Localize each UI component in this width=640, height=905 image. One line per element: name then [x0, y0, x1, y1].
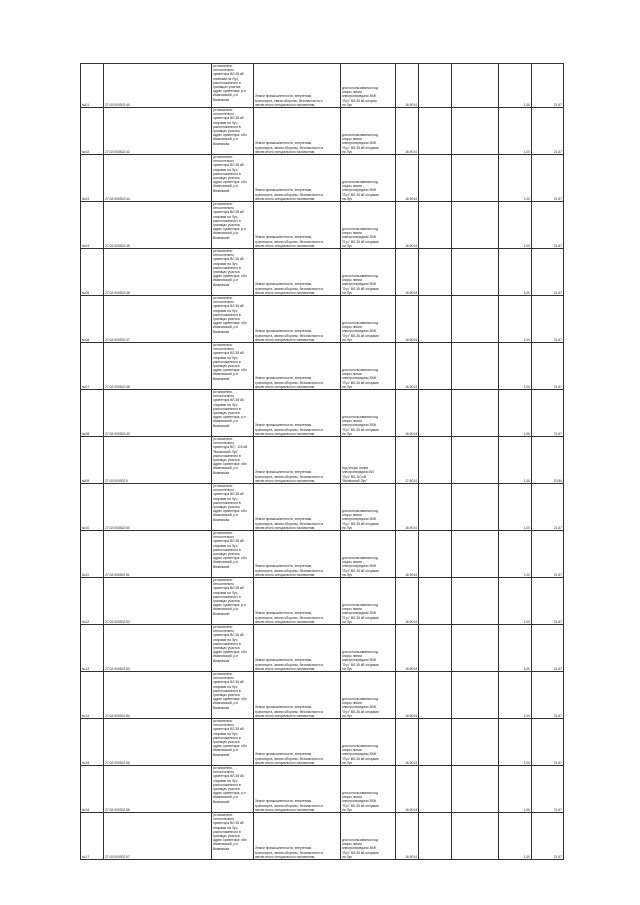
cell-location-description — [212, 672, 254, 719]
cell-permitted-use: для использования под опоры линии электропередачи ЗКЖ "Луч" ВЛ-35 кВ опоpами на Луч — [341, 484, 396, 531]
cell-area: 16,9014 — [396, 296, 419, 343]
location-text: установлено относительно ориентира ВЛ-35 кВ опорами на Луч, расположенного в границах участка адрес ориентира: обл Имановский, р-н Вяземская — [213, 249, 247, 287]
cell-empty-1 — [419, 578, 452, 625]
table-row — [81, 202, 564, 249]
cell-land-category: Земли промышленности, энергетики, транспорта, связи обороны, безопасности и земли иного специального назначения — [254, 64, 341, 108]
cell-location-description — [212, 202, 254, 249]
cell-empty-2 — [452, 625, 499, 672]
cell-area: 17,6014 — [396, 437, 419, 484]
cell-empty-1 — [419, 813, 452, 860]
cell-cadastral-number: 27:02:000302:47 — [104, 296, 212, 343]
cell-empty-1 — [419, 108, 452, 155]
cell-cadastral-number: 27:02:000302:56 — [104, 766, 212, 813]
location-text: установлено относительно ориентира ВЛ-35 кВ опорами на Луч, расположенного в границах участка адрес ориентира: обл Имановский, р-н Вяземская — [213, 625, 247, 663]
cell-empty-2 — [452, 813, 499, 860]
cell-empty-1 — [419, 296, 452, 343]
cell-empty-1 — [419, 437, 452, 484]
cell-area: 16,9014 — [396, 719, 419, 766]
cell-permitted-use: для использования под опоры линии электропередачи ЗКЖ "Луч" ВЛ-35 кВ опоpами на Луч — [341, 813, 396, 860]
cell-cadastral-number: 27:02:000302:40 — [104, 64, 212, 108]
cell-coefficient: 1,00 — [499, 249, 532, 296]
cell-location-description — [212, 813, 254, 860]
cell-location-description — [212, 108, 254, 155]
cell-empty-2 — [452, 531, 499, 578]
cell-location-description — [212, 719, 254, 766]
cell-land-category: Земли промышленности, энергетики, транспорта, земли обороны, безопасности и земли иного специального назначения — [254, 766, 341, 813]
cell-number: №04 — [81, 202, 104, 249]
location-text: установлено относительно ориентира ВЛ-35 кВ опорами на Луч, расположенного в границах участка адрес ориентира: обл Имановский, р-н Вяземская — [213, 108, 247, 146]
cell-rate: 21,67 — [532, 766, 564, 813]
cell-area: 16,9014 — [396, 390, 419, 437]
cell-permitted-use: для использования под опоры линии электропередачи ЗКЖ "Луч" ВЛ-35 кВ опоpами на Луч — [341, 343, 396, 390]
cell-permitted-use: для использования под опоры линии электропередачи ЗКЖ "Луч" ВЛ-35 кВ опоpами на Луч — [341, 766, 396, 813]
location-text: установлено относительно ориентира ВЛ-35 кВ опорами на Луч, расположенного в границах участка адрес ориентира: р-н Имановский, р-н Вяземский — [213, 578, 246, 616]
cell-permitted-use: для использования под опоры линии электропередачи ЗКЖ "Луч" ВЛ-35 кВ опоpами на Луч — [341, 155, 396, 202]
cell-land-category: Земли промышленности, энергетики, транспорта, земли обороны, безопасности и земли иного специального назначения — [254, 390, 341, 437]
cell-number: №03 — [81, 155, 104, 202]
cell-coefficient: 1,00 — [499, 296, 532, 343]
cell-number: №01 — [81, 64, 104, 108]
cell-area: 16,9014 — [396, 343, 419, 390]
cell-empty-1 — [419, 531, 452, 578]
cell-rate: 21,67 — [532, 625, 564, 672]
cell-rate: 21,67 — [532, 484, 564, 531]
table-row — [81, 343, 564, 390]
cell-number: №13 — [81, 625, 104, 672]
cell-permitted-use: для использования под опоры линии электропередачи ЗКЖ "Луч" ВЛ-35 кВ опоpами на Луч — [341, 578, 396, 625]
cell-cadastral-number: 27:02:000302:50 — [104, 484, 212, 531]
cell-coefficient: 1,00 — [499, 108, 532, 155]
cell-land-category: Земли промышленности, энергетики, транспорта, земли обороны, безопасности и земли иного специального назначения — [254, 625, 341, 672]
location-text: установлено относительно ориентира ВЛ-35 кВ опорами на Луч, расположенного в границах участка адрес ориентира: обл Имановский, р-н Вяземская — [213, 296, 247, 334]
cell-permitted-use: под опоры линии электропередачи ВЛ "Луч" ВЛ-110 кВ "Вяземский-Луч" — [341, 437, 396, 484]
cell-rate: 21,67 — [532, 296, 564, 343]
cell-land-category: Земли промышленности, энергетики, транспорта, земли обороны, безопасности и земли иного специального назначения — [254, 672, 341, 719]
cell-number: №09 — [81, 437, 104, 484]
cell-coefficient: 1,00 — [499, 531, 532, 578]
table-row — [81, 625, 564, 672]
cell-cadastral-number: 27:02:000302:54 — [104, 672, 212, 719]
cell-empty-1 — [419, 390, 452, 437]
table-row — [81, 155, 564, 202]
cell-cadastral-number: 27:02:000302:48 — [104, 343, 212, 390]
table-row — [81, 531, 564, 578]
table-row — [81, 249, 564, 296]
cell-number: №10 — [81, 484, 104, 531]
cell-coefficient: 1,00 — [499, 390, 532, 437]
table-row — [81, 296, 564, 343]
table-row — [81, 578, 564, 625]
cell-rate: 21,67 — [532, 64, 564, 108]
location-text: установлено относительно ориентира ВЛ-35 кВ опорами на Луч, расположенного в границах участка адрес ориентира: обл Имановский, р-н Вяземский — [213, 531, 247, 569]
cell-empty-2 — [452, 719, 499, 766]
location-text: установлено относительно ориентира ВЛ-35 кВ опорами на Луч, расположенного в границах участка адрес ориентира: обл Имановский, р-н Вяземская — [213, 672, 247, 710]
cell-number: №15 — [81, 719, 104, 766]
cell-permitted-use: для использования под опоры линии электропередачи ЗКЖ "Луч" ВЛ-35 кВ опоpами на Луч — [341, 531, 396, 578]
cell-cadastral-number: 27:02:000302:53 — [104, 625, 212, 672]
cell-land-category: Земли промышленности, энергетики, транспорта, земли обороны, безопасности и земли иного специального назначения — [254, 578, 341, 625]
cell-rate: 21,67 — [532, 343, 564, 390]
cell-rate: 21,67 — [532, 578, 564, 625]
cell-rate: 21,67 — [532, 813, 564, 860]
location-text: установлено относительно ориентира ВЛ-35 кВ опорами на Луч, расположенного в границах участка адрес ориентира: р-н Имановский, р-н Вяземский — [213, 766, 246, 804]
location-text: установлено относительно ориентира ВЛ-35 кВ опорами на Луч, расположенного в границах участка адрес ориентира: обл Имановский, р-н Вяземская — [213, 484, 247, 522]
cell-coefficient: 1,00 — [499, 625, 532, 672]
cell-rate: 21,67 — [532, 108, 564, 155]
cell-permitted-use: для использования под опоры линии электропередачи ЗКЖ "Луч" ВЛ-35 кВ опоpами на Луч — [341, 202, 396, 249]
land-parcel-table — [80, 63, 564, 860]
table-row — [81, 64, 564, 108]
cell-empty-1 — [419, 766, 452, 813]
location-text: установлено относительно ориентира ВЛ-35 кВ опорами на Луч, расположенного в границах участка адрес ориентира: р-н Имановский, р-н Вяземский — [213, 202, 246, 240]
cell-coefficient: 1,00 — [499, 719, 532, 766]
cell-area: 16,9014 — [396, 531, 419, 578]
cell-cadastral-number: 27:02:000302:57 — [104, 813, 212, 860]
cell-area: 16,9014 — [396, 672, 419, 719]
cell-cadastral-number: 27:02:000302:5 — [104, 437, 212, 484]
location-text: установлено относительно ориентира ВЛ - 110 кВ "Вяземский-Луч" расположенного в границах участка адрес ориентира: обл Имановский, р-н Вяземская — [213, 437, 248, 475]
cell-land-category: Земли промышленности, энергетики, транспорта, земли обороны, безопасности и земли иного специального назначения — [254, 296, 341, 343]
table-row — [81, 719, 564, 766]
cell-cadastral-number: 27:02:000302:55 — [104, 719, 212, 766]
cell-empty-1 — [419, 202, 452, 249]
cell-empty-1 — [419, 484, 452, 531]
cell-empty-2 — [452, 390, 499, 437]
cell-rate: 21,67 — [532, 672, 564, 719]
table-body — [81, 64, 564, 860]
cell-empty-2 — [452, 155, 499, 202]
cell-permitted-use: для использования под опоры линии электропередачи ЗКЖ "Луч" ВЛ-35 кВ опоpны на Луч — [341, 64, 396, 108]
cell-cadastral-number: 27:02:000302:42 — [104, 108, 212, 155]
cell-coefficient: 1,00 — [499, 155, 532, 202]
cell-area: 16,9014 — [396, 64, 419, 108]
cell-coefficient: 1,00 — [499, 766, 532, 813]
cell-empty-2 — [452, 249, 499, 296]
cell-number: №07 — [81, 343, 104, 390]
cell-permitted-use: для использования под опоры линии электропередачи ЗКЖ "Луч" ВЛ-35 кВ опоpами на Луч — [341, 390, 396, 437]
cell-area: 16,9014 — [396, 108, 419, 155]
cell-land-category: Земли промышленности, энергетики, транспорта, земли обороны, безопасности и земли иного специального назначения — [254, 202, 341, 249]
cell-land-category: Земли промышленности, энергетики, транспорта, земли обороны, безопасности и земли иного специального назначения — [254, 813, 341, 860]
cell-area: 16,9014 — [396, 249, 419, 296]
cell-area: 16,9014 — [396, 578, 419, 625]
cell-number: №05 — [81, 249, 104, 296]
cell-permitted-use: для использования под опоры линии электропередачи ЗКЖ "Луч" ВЛ-35 кВ опоpами на Луч — [341, 672, 396, 719]
cell-number: №14 — [81, 672, 104, 719]
cell-empty-2 — [452, 437, 499, 484]
cell-coefficient: 1,00 — [499, 343, 532, 390]
cell-empty-1 — [419, 672, 452, 719]
cell-empty-2 — [452, 202, 499, 249]
cell-location-description — [212, 155, 254, 202]
cell-location-description — [212, 625, 254, 672]
cell-cadastral-number: 27:02:000302:51 — [104, 531, 212, 578]
cell-land-category: Земли промышленности, энергетики, транспорта, земли обороны, безопасности и земли иного специального назначения — [254, 531, 341, 578]
cell-location-description — [212, 390, 254, 437]
cell-number: №06 — [81, 296, 104, 343]
cell-location-description — [212, 766, 254, 813]
cell-cadastral-number: 27:02:000302:52 — [104, 578, 212, 625]
cell-location-description — [212, 578, 254, 625]
cell-number: №16 — [81, 766, 104, 813]
cell-number: №12 — [81, 578, 104, 625]
cell-empty-2 — [452, 766, 499, 813]
cell-empty-2 — [452, 578, 499, 625]
cell-land-category: Земли промышленности, энергетики, транспорта, земли обороны, безопасности и земли иного специального назначения — [254, 155, 341, 202]
cell-number: №17 — [81, 813, 104, 860]
location-text: установлено относительно ориентира ВЛ-35 кВ опорами на Луч, расположенного в границах участка адрес ориентира: р-н Имановский, р-н Вяземский — [213, 390, 246, 428]
cell-empty-2 — [452, 108, 499, 155]
location-text: установлено относительно ориентира ВЛ-35 кВ опорами на Луч, расположенного в границах участка адрес ориентира: обл Имановский, р-н Вяземский — [213, 343, 247, 381]
cell-location-description — [212, 531, 254, 578]
table-row — [81, 108, 564, 155]
table-row — [81, 390, 564, 437]
cell-location-description — [212, 437, 254, 484]
cell-coefficient: 1,00 — [499, 437, 532, 484]
cell-empty-1 — [419, 155, 452, 202]
table-row — [81, 672, 564, 719]
cell-land-category: Земли промышленности, энергетики, транспорта, земли обороны, безопасности и земли иного специального назначения — [254, 108, 341, 155]
cell-area: 16,9014 — [396, 155, 419, 202]
cell-cadastral-number: 27:02:000302:49 — [104, 390, 212, 437]
cell-area: 16,9014 — [396, 766, 419, 813]
cell-empty-1 — [419, 719, 452, 766]
cell-empty-1 — [419, 625, 452, 672]
cell-coefficient: 1,00 — [499, 672, 532, 719]
cell-permitted-use: для использования под опоры линии электропередачи ЗКЖ "Луч" ВЛ-35 кВ опоpами на Луч — [341, 625, 396, 672]
cell-rate: 21,67 — [532, 249, 564, 296]
cell-permitted-use: для использования под опоры линии электропередачи ЗКЖ "Луч" ВЛ-35 кВ опоpами на Луч — [341, 719, 396, 766]
cell-permitted-use: для использования под опоры линии электропередачи ЗКЖ "Луч" ВЛ-35 кВ опоpами на Луч — [341, 249, 396, 296]
cell-empty-2 — [452, 64, 499, 108]
cell-land-category: Земли промышленности, энергетики, транспорта, земли обороны, безопасности и земли иного специального назначения — [254, 719, 341, 766]
cell-land-category: Земли промышленности, энергетики, транспорта, земли обороны, безопасности и земли иного специального назначения — [254, 484, 341, 531]
cell-rate: 21,67 — [532, 155, 564, 202]
cell-number: №02 — [81, 108, 104, 155]
cell-coefficient: 1,00 — [499, 202, 532, 249]
cell-rate: 21,67 — [532, 719, 564, 766]
cell-land-category: Земли промышленности, энергетики, транспорта, земли обороны, безопасности и земли иного специального назначения — [254, 343, 341, 390]
location-text: установлено относительно ориентира ВЛ-35 кВ опоными на Луч, расположенного в гранищах участка адрес ориентира: р-н Имановский, р-н Вяземская — [213, 64, 246, 102]
cell-cadastral-number: 27:02:000302:45 — [104, 202, 212, 249]
location-text: установлено относительно ориентира ВЛ-35 кВ опорами на Луч, расположенного в границах участка адрес ориентира: обл Имановский, р-н Вяземский — [213, 719, 247, 757]
cell-cadastral-number: 27:02:000302:44 — [104, 155, 212, 202]
cell-permitted-use: для использования под опоры линии электропередачи ЗКЖ "Луч" ВЛ-35 кВ опоpами на Луч — [341, 108, 396, 155]
table-row — [81, 813, 564, 860]
cell-land-category: Земли промышленности, энергетики, транспорта, земли обороны, безопасности и земли иного специального назначения — [254, 437, 341, 484]
cell-land-category: Земли промышленности, энергетики, транспорта, земли обороны, безопасности и земли иного специального назначения — [254, 249, 341, 296]
cell-area: 16,9014 — [396, 202, 419, 249]
cell-coefficient: 1,00 — [499, 484, 532, 531]
location-text: установлено относительно ориентира ВЛ-35 кВ опорами на Луч, расположенного в границах участка адрес ориентира: обл Имановский, р-н Вяземский — [213, 155, 247, 193]
cell-area: 16,9014 — [396, 813, 419, 860]
location-text: установлено относительно ориентира ВЛ-35 кВ опорами на Луч, расположенного в границах участка адрес ориентира: обл Имановский, р-н Вяземская — [213, 813, 247, 851]
cell-rate: 21,67 — [532, 390, 564, 437]
cell-location-description — [212, 296, 254, 343]
cell-area: 16,9014 — [396, 484, 419, 531]
cell-empty-2 — [452, 672, 499, 719]
cell-empty-2 — [452, 296, 499, 343]
table-row — [81, 437, 564, 484]
cell-cadastral-number: 27:02:000302:46 — [104, 249, 212, 296]
cell-empty-1 — [419, 343, 452, 390]
cell-empty-2 — [452, 484, 499, 531]
cell-number: №08 — [81, 390, 104, 437]
cell-area: 16,9014 — [396, 625, 419, 672]
table-row — [81, 484, 564, 531]
cell-coefficient: 1,00 — [499, 578, 532, 625]
cell-location-description — [212, 343, 254, 390]
cell-rate: 21,67 — [532, 202, 564, 249]
cell-location-description — [212, 484, 254, 531]
table-row — [81, 766, 564, 813]
cell-empty-2 — [452, 343, 499, 390]
cell-empty-1 — [419, 249, 452, 296]
cell-coefficient: 1,00 — [499, 813, 532, 860]
cell-location-description — [212, 64, 254, 108]
cell-rate: 21,67 — [532, 531, 564, 578]
cell-permitted-use: для использования под опоры линии электропередачи ЗКЖ "Луч" ВЛ-35 кВ опоpами на Луч — [341, 296, 396, 343]
cell-rate: 20,84 — [532, 437, 564, 484]
cell-number: №11 — [81, 531, 104, 578]
cell-coefficient: 1,00 — [499, 64, 532, 108]
cell-location-description — [212, 249, 254, 296]
cell-empty-1 — [419, 64, 452, 108]
